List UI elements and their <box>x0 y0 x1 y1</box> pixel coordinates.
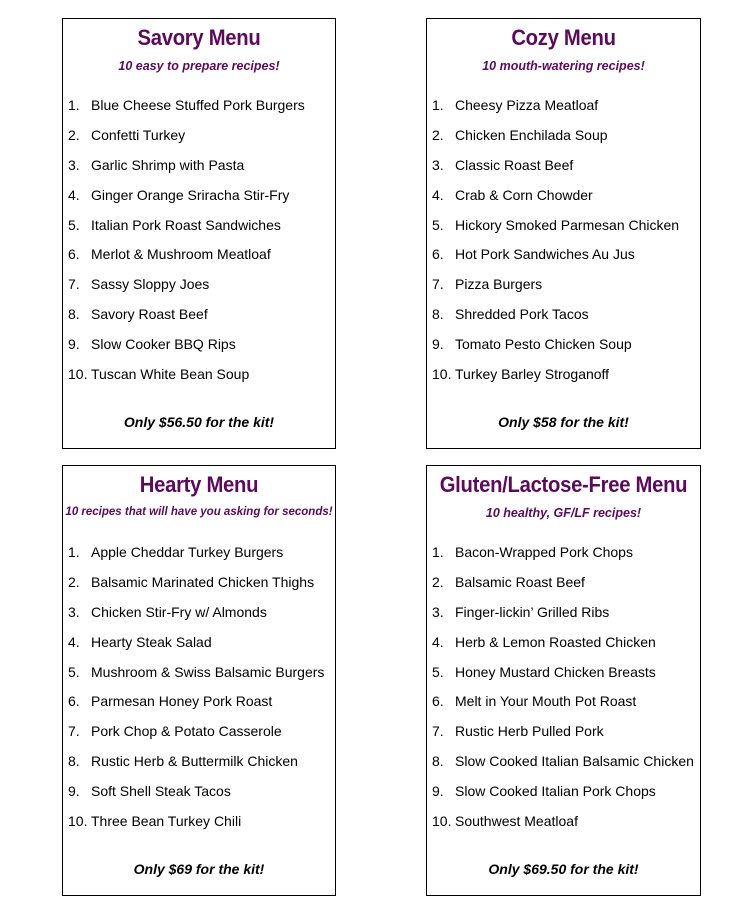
recipe-name: Savory Roast Beef <box>91 306 208 323</box>
list-item <box>432 811 696 841</box>
list-item <box>432 304 696 334</box>
item-number: 4. <box>68 633 80 650</box>
list-item <box>68 155 331 185</box>
recipe-list <box>432 542 696 841</box>
recipe-name: Garlic Shrimp with Pasta <box>91 156 245 173</box>
recipe-name: Turkey Barley Stroganoff <box>455 366 610 383</box>
recipe-name: Tuscan White Bean Soup <box>91 366 250 383</box>
recipe-name: Three Bean Turkey Chili <box>91 813 242 830</box>
list-item <box>68 602 331 632</box>
item-number: 8. <box>68 753 80 770</box>
list-item <box>432 572 696 602</box>
item-number: 6. <box>432 693 444 710</box>
item-number: 9. <box>68 336 80 353</box>
recipe-name: Cheesy Pizza Meatloaf <box>455 97 599 113</box>
recipe-name: Sassy Sloppy Joes <box>91 276 210 293</box>
list-item <box>68 542 331 572</box>
list-item <box>68 334 331 364</box>
recipe-name: Rustic Herb Pulled Pork <box>455 723 604 740</box>
item-number: 1. <box>432 97 444 113</box>
recipe-name: Hearty Steak Salad <box>91 633 212 650</box>
item-number: 6. <box>68 246 80 263</box>
item-number: 6. <box>68 693 80 710</box>
item-number: 1. <box>68 97 80 113</box>
recipe-name: Finger-lickin’ Grilled Ribs <box>455 603 610 620</box>
list-item <box>68 781 331 811</box>
item-number: 8. <box>68 306 80 323</box>
recipe-name: Rustic Herb & Buttermilk Chicken <box>91 753 298 770</box>
item-number: 10. <box>68 366 88 383</box>
recipe-name: Herb & Lemon Roasted Chicken <box>455 633 656 650</box>
list-item <box>68 185 331 215</box>
recipe-name: Confetti Turkey <box>91 126 186 143</box>
list-item <box>432 155 696 185</box>
item-number: 7. <box>68 276 80 293</box>
list-item <box>432 185 696 215</box>
recipe-name: Shredded Pork Tacos <box>455 306 589 323</box>
list-item <box>432 364 696 394</box>
item-number: 2. <box>68 573 80 590</box>
item-number: 4. <box>432 186 444 203</box>
recipe-name: Apple Cheddar Turkey Burgers <box>91 544 284 560</box>
item-number: 8. <box>432 753 444 770</box>
menu-card-cozy <box>426 18 701 449</box>
list-item <box>68 721 331 751</box>
kit-price: Only $58 for the kit! <box>498 414 629 430</box>
list-item <box>432 721 696 751</box>
list-item <box>68 364 331 394</box>
recipe-name: Slow Cooked Italian Pork Chops <box>455 783 656 800</box>
recipe-name: Mushroom & Swiss Balsamic Burgers <box>91 663 325 680</box>
recipe-name: Soft Shell Steak Tacos <box>91 783 231 800</box>
recipe-name: Hot Pork Sandwiches Au Jus <box>455 246 635 263</box>
item-number: 5. <box>432 663 444 680</box>
list-item <box>68 274 331 304</box>
recipe-list <box>68 95 331 394</box>
list-item <box>68 691 331 721</box>
recipe-name: Slow Cooked Italian Balsamic Chicken <box>455 753 694 770</box>
recipe-name: Balsamic Roast Beef <box>455 573 585 590</box>
recipe-name: Slow Cooker BBQ Rips <box>91 336 236 353</box>
item-number: 2. <box>432 126 444 143</box>
list-item <box>432 215 696 245</box>
recipe-name: Blue Cheese Stuffed Pork Burgers <box>91 97 305 113</box>
item-number: 9. <box>68 783 80 800</box>
recipe-name: Pizza Burgers <box>455 276 543 293</box>
list-item <box>432 691 696 721</box>
menu-subtitle: 10 easy to prepare recipes! <box>118 59 280 73</box>
item-number: 3. <box>68 156 80 173</box>
item-number: 2. <box>68 126 80 143</box>
item-number: 10. <box>432 813 452 830</box>
list-item <box>68 215 331 245</box>
list-item <box>68 304 331 334</box>
recipe-list <box>432 95 696 394</box>
item-number: 10. <box>432 366 452 383</box>
item-number: 7. <box>432 276 444 293</box>
recipe-name: Parmesan Honey Pork Roast <box>91 693 273 710</box>
recipe-name: Merlot & Mushroom Meatloaf <box>91 246 271 263</box>
list-item <box>432 95 696 125</box>
recipe-name: Chicken Stir-Fry w/ Almonds <box>91 603 267 620</box>
item-number: 5. <box>68 663 80 680</box>
item-number: 3. <box>68 603 80 620</box>
list-item <box>432 602 696 632</box>
item-number: 3. <box>432 603 444 620</box>
list-item <box>432 662 696 692</box>
list-item <box>68 632 331 662</box>
list-item <box>432 632 696 662</box>
recipe-name: Honey Mustard Chicken Breasts <box>455 663 656 680</box>
item-number: 7. <box>68 723 80 740</box>
item-number: 8. <box>432 306 444 323</box>
list-item <box>68 572 331 602</box>
menu-subtitle: 10 recipes that will have you asking for seconds! <box>65 506 333 518</box>
recipe-name: Ginger Orange Sriracha Stir-Fry <box>91 186 290 203</box>
recipe-name: Classic Roast Beef <box>455 156 574 173</box>
recipe-name: Pork Chop & Potato Casserole <box>91 723 282 740</box>
list-item <box>432 125 696 155</box>
recipe-name: Balsamic Marinated Chicken Thighs <box>91 573 315 590</box>
menu-card-savory <box>62 18 336 449</box>
recipe-name: Chicken Enchilada Soup <box>455 126 608 143</box>
kit-price: Only $69.50 for the kit! <box>488 861 639 877</box>
menu-title: Savory Menu <box>137 25 261 50</box>
recipe-name: Melt in Your Mouth Pot Roast <box>455 693 637 710</box>
list-item <box>68 125 331 155</box>
kit-price: Only $56.50 for the kit! <box>123 414 275 430</box>
list-item <box>432 542 696 572</box>
list-item <box>68 811 331 841</box>
item-number: 1. <box>68 544 80 560</box>
list-item <box>432 244 696 274</box>
item-number: 1. <box>432 544 444 560</box>
list-item <box>68 751 331 781</box>
menu-title: Hearty Menu <box>139 472 259 497</box>
item-number: 3. <box>432 156 444 173</box>
recipe-list <box>68 542 331 841</box>
recipe-name: Crab & Corn Chowder <box>455 186 593 203</box>
item-number: 9. <box>432 336 444 353</box>
item-number: 6. <box>432 246 444 263</box>
list-item <box>432 334 696 364</box>
recipe-name: Southwest Meatloaf <box>455 813 578 830</box>
item-number: 7. <box>432 723 444 740</box>
menu-subtitle: 10 mouth-watering recipes! <box>482 59 645 73</box>
menu-title: Gluten/Lactose-Free Menu <box>439 472 688 497</box>
list-item <box>432 274 696 304</box>
list-item <box>68 662 331 692</box>
item-number: 4. <box>432 633 444 650</box>
item-number: 2. <box>432 573 444 590</box>
list-item <box>68 95 331 125</box>
item-number: 5. <box>432 216 444 233</box>
item-number: 10. <box>68 813 88 830</box>
list-item <box>68 244 331 274</box>
menu-card-gluten-lactose-free <box>426 465 701 896</box>
menu-title: Cozy Menu <box>511 25 616 50</box>
item-number: 9. <box>432 783 444 800</box>
item-number: 4. <box>68 186 80 203</box>
recipe-name: Tomato Pesto Chicken Soup <box>455 336 632 353</box>
menu-subtitle: 10 healthy, GF/LF recipes! <box>485 506 642 520</box>
menu-card-hearty <box>62 465 336 896</box>
recipe-name: Bacon-Wrapped Pork Chops <box>455 544 633 560</box>
item-number: 5. <box>68 216 80 233</box>
list-item <box>432 751 696 781</box>
list-item <box>432 781 696 811</box>
recipe-name: Hickory Smoked Parmesan Chicken <box>455 216 680 233</box>
kit-price: Only $69 for the kit! <box>133 861 265 877</box>
recipe-name: Italian Pork Roast Sandwiches <box>91 216 281 233</box>
